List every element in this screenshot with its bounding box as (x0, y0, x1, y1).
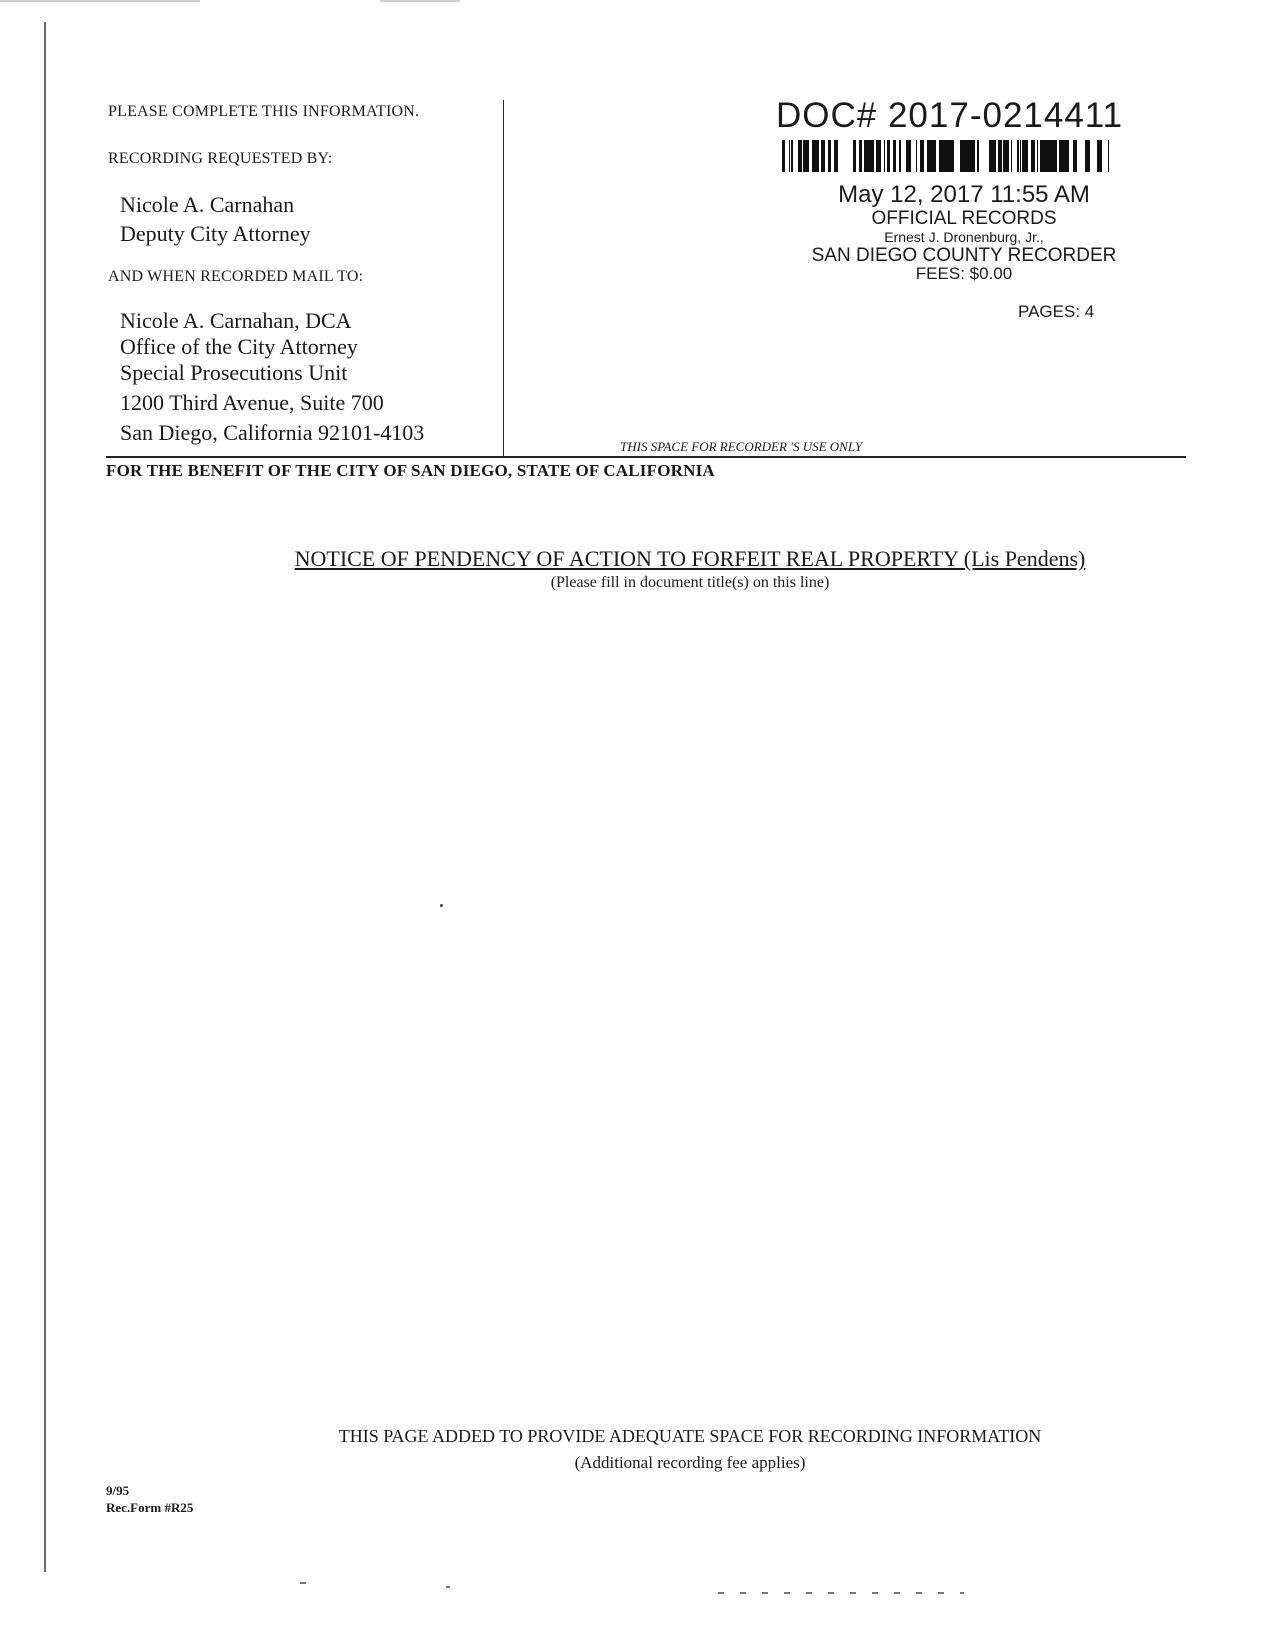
barcode-bar (922, 140, 924, 172)
barcode-bar (906, 140, 909, 172)
barcode-bar (834, 140, 835, 172)
barcode-bar (869, 140, 871, 172)
barcode-bar (1046, 140, 1047, 172)
barcode-bar (1087, 140, 1090, 172)
requester-title: Deputy City Attorney (120, 221, 311, 246)
header-rule (106, 456, 1186, 458)
barcode-bar (967, 140, 969, 172)
barcode-bar (998, 140, 999, 172)
barcode-bar (916, 140, 917, 172)
barcode-bar (961, 140, 964, 172)
barcode-bar (934, 140, 935, 172)
barcode-bar (974, 140, 975, 172)
address-line: 1200 Third Avenue, Suite 700 (120, 390, 384, 415)
barcode-bar (1011, 140, 1012, 172)
requester-block (120, 190, 311, 248)
page-count: PAGES: 4 (1018, 302, 1095, 321)
barcode-bar (789, 140, 790, 172)
barcode-bar (1108, 140, 1109, 172)
barcode-bar (1062, 140, 1064, 172)
barcode-bar (1037, 140, 1038, 172)
scan-speck (446, 1586, 450, 1588)
barcode-bar (867, 140, 869, 172)
barcode-bar (828, 140, 831, 172)
fees-value: FEES: $0.00 (915, 264, 1013, 283)
barcode-bar (991, 140, 994, 172)
barcode-bar (945, 140, 947, 172)
barcode-bar (1031, 140, 1034, 172)
barcode-bar (824, 140, 825, 172)
scan-speck (440, 904, 443, 907)
barcode-bar (964, 140, 967, 172)
barcode-bar (1086, 140, 1087, 172)
barcode-bar (1047, 140, 1049, 172)
barcode-bar (876, 140, 878, 172)
barcode (782, 140, 1114, 172)
barcode-bar (1075, 140, 1077, 172)
footer-notice: THIS PAGE ADDED TO PROVIDE ADEQUATE SPACE FOR RECORDING INFORMATION (338, 1426, 1042, 1446)
barcode-bar (1040, 140, 1043, 172)
scan-speck (718, 1592, 964, 1594)
recorder-use-note: THIS SPACE FOR RECORDER 'S USE ONLY (620, 439, 863, 454)
doc-number: DOC# 2017-0214411 (776, 96, 1124, 135)
document-title-note: (Please fill in document title(s) on this line) (550, 574, 830, 591)
barcode-bar (989, 140, 991, 172)
footer-fee-note: (Additional recording fee applies) (574, 1453, 806, 1472)
barcode-bar (1099, 140, 1102, 172)
barcode-bar (1017, 140, 1019, 172)
barcode-bar (878, 140, 881, 172)
barcode-bar (1049, 140, 1052, 172)
header-divider (503, 100, 504, 458)
barcode-bar (935, 140, 936, 172)
barcode-bar (803, 140, 804, 172)
barcode-bar (950, 140, 952, 172)
barcode-bar (933, 140, 934, 172)
form-date: 9/95 (106, 1483, 130, 1498)
barcode-bar (1043, 140, 1046, 172)
barcode-bar (821, 140, 824, 172)
benefit-line: FOR THE BENEFIT OF THE CITY OF SAN DIEGO, STATE OF CALIFORNIA (106, 461, 715, 480)
barcode-bar (1064, 140, 1066, 172)
barcode-bar (782, 140, 785, 172)
barcode-bar (1008, 140, 1009, 172)
barcode-bar (947, 140, 950, 172)
please-complete-label: PLEASE COMPLETE THIS INFORMATION. (108, 103, 420, 120)
barcode-bar (899, 140, 901, 172)
address-line: Office of the City Attorney (120, 334, 358, 359)
barcode-bar (1073, 140, 1075, 172)
barcode-bar (864, 140, 865, 172)
scan-speck (300, 1582, 306, 1584)
barcode-bar (853, 140, 856, 172)
barcode-bar (1055, 140, 1057, 172)
barcode-bar (806, 140, 809, 172)
barcode-bar (942, 140, 945, 172)
barcode-bar (1022, 140, 1025, 172)
barcode-bar (1085, 140, 1086, 172)
barcode-bar (952, 140, 954, 172)
barcode-bar (939, 140, 941, 172)
barcode-bar (791, 140, 792, 172)
barcode-bar (969, 140, 971, 172)
barcode-bar (1097, 140, 1099, 172)
address-line: Nicole A. Carnahan, DCA (120, 308, 352, 333)
barcode-bar (812, 140, 814, 172)
barcode-bar (1066, 140, 1069, 172)
barcode-bar (930, 140, 933, 172)
form-number: Rec.Form #R25 (106, 1500, 194, 1515)
barcode-bar (814, 140, 816, 172)
barcode-bar (994, 140, 996, 172)
scan-smudge (380, 0, 460, 2)
barcode-bar (999, 140, 1002, 172)
barcode-bar (887, 140, 890, 172)
barcode-bar (865, 140, 867, 172)
county-recorder-label: SAN DIEGO COUNTY RECORDER (811, 245, 1117, 266)
barcode-bar (941, 140, 942, 172)
scan-smudge (0, 0, 200, 2)
requester-name: Nicole A. Carnahan (120, 192, 295, 217)
barcode-bar (893, 140, 896, 172)
scan-edge-line (44, 22, 46, 1572)
mail-to-address (120, 308, 424, 446)
barcode-bar (816, 140, 819, 172)
barcode-bar (1005, 140, 1008, 172)
barcode-bar (977, 140, 979, 172)
recording-date-time: May 12, 2017 11:55 AM (838, 181, 1090, 208)
barcode-bar (909, 140, 910, 172)
address-line: San Diego, California 92101-4103 (120, 420, 425, 445)
barcode-bar (792, 140, 793, 172)
barcode-bar (799, 140, 802, 172)
barcode-bar (1003, 140, 1005, 172)
barcode-bar (971, 140, 974, 172)
barcode-bar (960, 140, 961, 172)
barcode-bar (1025, 140, 1028, 172)
barcode-bar (1052, 140, 1055, 172)
barcode-bar (835, 140, 838, 172)
barcode-bar (798, 140, 799, 172)
address-line: Special Prosecutions Unit (120, 360, 348, 385)
barcode-bar (1034, 140, 1035, 172)
recording-requested-label: RECORDING REQUESTED BY: (108, 150, 333, 167)
document-title: NOTICE OF PENDENCY OF ACTION TO FORFEIT REAL PROPERTY (Lis Pendens) (294, 546, 1086, 571)
mail-to-label: AND WHEN RECORDED MAIL TO: (108, 268, 364, 285)
barcode-bar (859, 140, 862, 172)
barcode-bar (804, 140, 806, 172)
barcode-bar (920, 140, 922, 172)
barcode-bar (871, 140, 874, 172)
recorder-name: Ernest J. Dronenburg, Jr., (884, 229, 1044, 245)
official-records-label: OFFICIAL RECORDS (871, 208, 1057, 229)
barcode-bar (910, 140, 911, 172)
barcode-bar (927, 140, 930, 172)
barcode-bar (884, 140, 885, 172)
barcode-bar (1020, 140, 1021, 172)
barcode-bar (1059, 140, 1062, 172)
